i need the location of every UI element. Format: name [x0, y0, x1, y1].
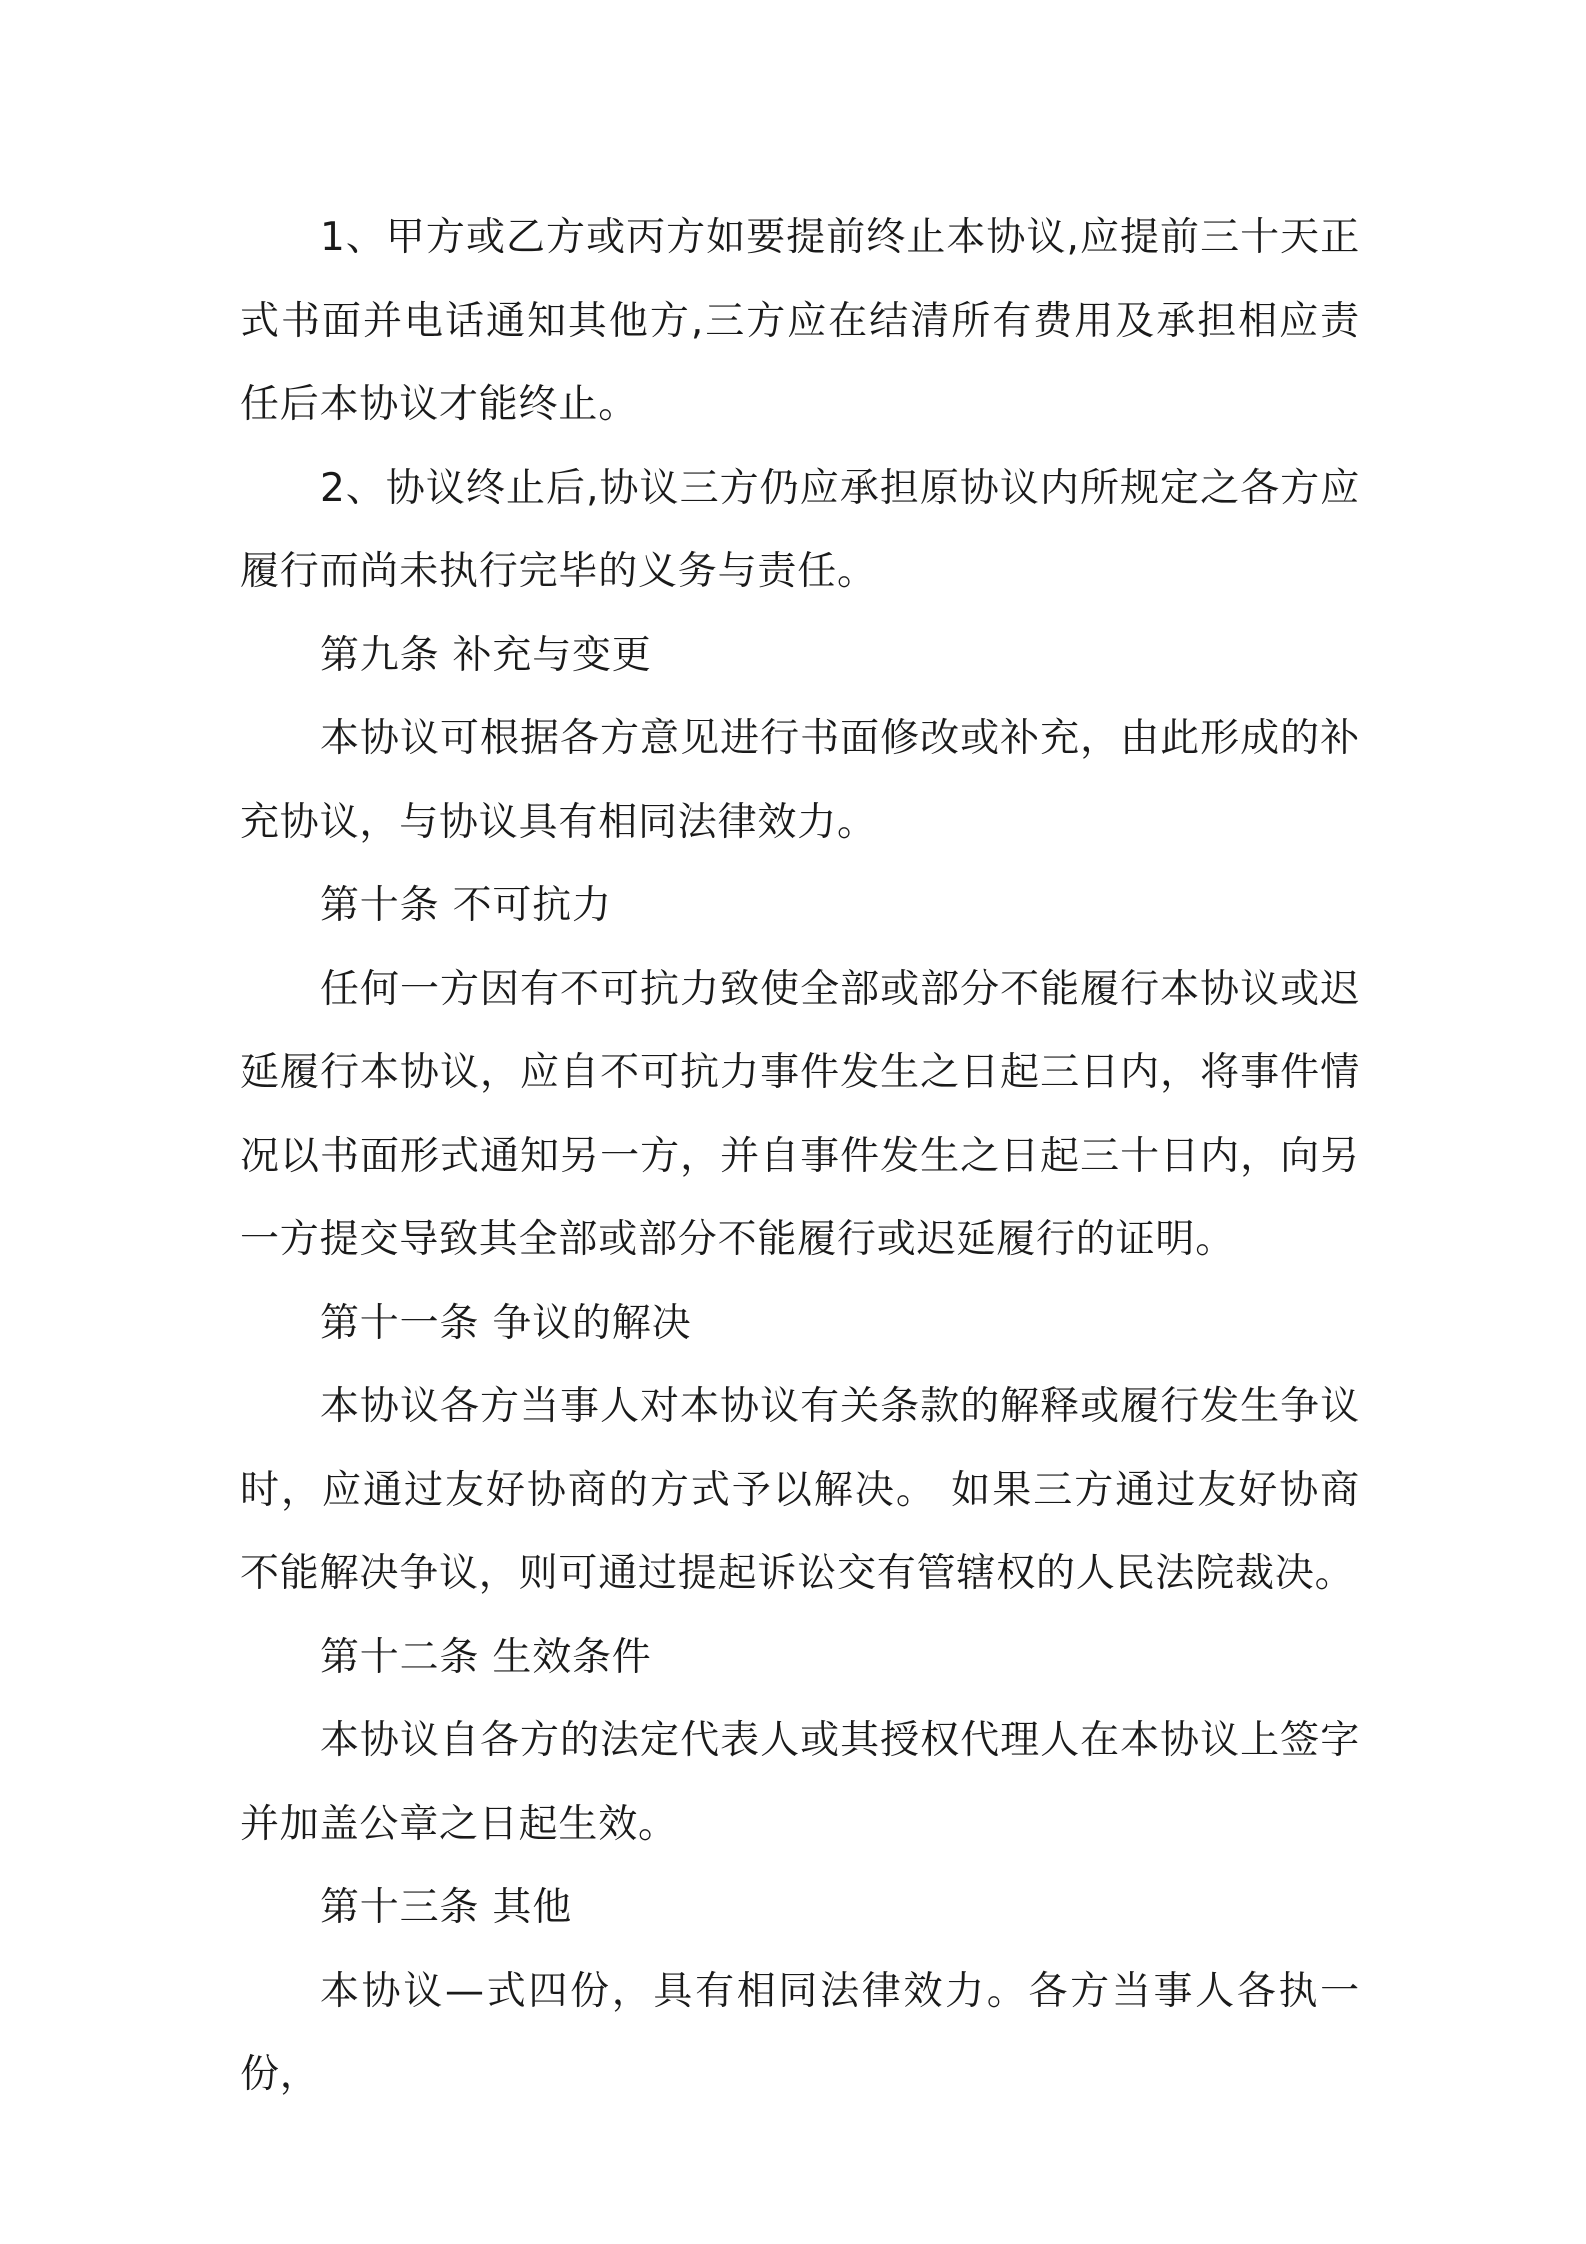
article-10-body: 任何一方因有不可抗力致使全部或部分不能履行本协议或迟延履行本协议，应自不可抗力事件发生之日起三日内，将事件情况以书面形式通知另一方，并自事件发生之日起三十日内，向另一方提交导致其全部或部分不能履行或迟延履行的证明。	[240, 966, 1360, 1262]
article-13-heading: 第十三条 其他	[320, 1885, 572, 1930]
article-12-body: 本协议自各方的法定代表人或其授权代理人在本协议上签字并加盖公章之日起生效。	[240, 1718, 1360, 1847]
document-body	[240, 196, 1360, 2117]
termination-clause-1: 1、甲方或乙方或丙方如要提前终止本协议,应提前三十天正式书面并电话通知其他方,三方应在结清所有费用及承担相应责任后本协议才能终止。	[240, 215, 1360, 427]
article-11-heading: 第十一条 争议的解决	[320, 1300, 692, 1346]
article-9-heading: 第九条 补充与变更	[320, 632, 652, 678]
article-10-heading: 第十条 不可抗力	[320, 883, 612, 928]
article-9-body: 本协议可根据各方意见进行书面修改或补充，由此形成的补充协议，与协议具有相同法律效力。	[240, 716, 1360, 845]
article-11-body: 本协议各方当事人对本协议有关条款的解释或履行发生争议时，应通过友好协商的方式予以解决。 如果三方通过友好协商不能解决争议，则可通过提起诉讼交有管辖权的人民法院裁决。	[240, 1384, 1360, 1596]
article-13-body: 本协议—式四份，具有相同法律效力。各方当事人各执一份，	[240, 1968, 1360, 2097]
article-12-heading: 第十二条 生效条件	[320, 1634, 652, 1680]
termination-clause-2: 2、协议终止后,协议三方仍应承担原协议内所规定之各方应履行而尚未执行完毕的义务与责任。	[240, 465, 1360, 594]
